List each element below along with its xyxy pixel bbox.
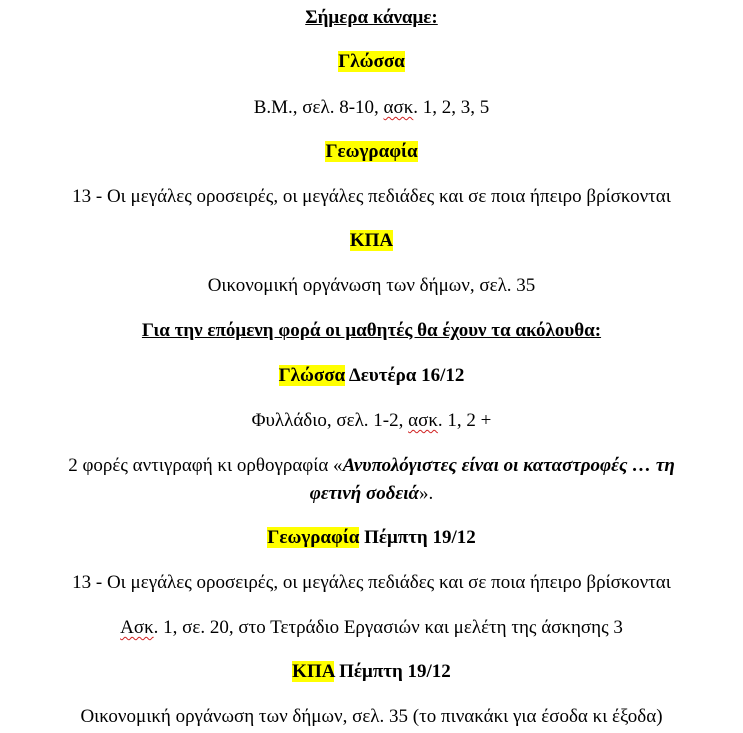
today-glossa-text: Β.Μ., σελ. 8-10, ασκ. 1, 2, 3, 5 (253, 97, 490, 118)
next-geografia-text: 13 - Οι μεγάλες οροσειρές, οι μεγάλες πεδιάδες και σε ποια ήπειρο βρίσκονται (72, 572, 671, 593)
subject-label: ΚΠΑ (292, 661, 335, 682)
subject-label: Γεωγραφία (325, 141, 418, 162)
spellcheck-word: ασκ (383, 97, 414, 118)
today-geografia-title (0, 140, 743, 164)
today-geografia-text: 13 - Οι μεγάλες οροσειρές, οι μεγάλες πεδιάδες και σε ποια ήπειρο βρίσκονται (72, 186, 671, 207)
due-date: Πέμπτη 19/12 (334, 661, 451, 682)
spellcheck-word: Ασκ (120, 617, 154, 638)
subject-label: Γεωγραφία (267, 527, 360, 548)
today-heading: Σήμερα κάναμε: (305, 7, 438, 28)
next-kpa-text: Οικονομική οργάνωση των δήμων, σελ. 35 (το πινακάκι για έσοδα κι έξοδα) (80, 706, 663, 727)
next-kpa-title (0, 660, 743, 684)
next-geografia-title (0, 526, 743, 550)
spellcheck-word: ασκ (408, 410, 438, 431)
today-kpa-title (0, 229, 743, 253)
due-date: Πέμπτη 19/12 (359, 527, 476, 548)
next-glossa-line3: φετινή σοδειά». (309, 483, 434, 504)
today-glossa-title (0, 50, 743, 74)
next-glossa-line1: Φυλλάδιο, σελ. 1-2, ασκ. 1, 2 + (251, 410, 492, 431)
next-glossa-title (0, 364, 743, 388)
next-glossa-line2: 2 φορές αντιγραφή κι ορθογραφία «Ανυπολόγιστες είναι οι καταστροφές … τη (68, 455, 675, 476)
subject-label: Γλώσσα (278, 365, 346, 386)
due-date: Δευτέρα 16/12 (345, 365, 465, 386)
next-heading: Για την επόμενη φορά οι μαθητές θα έχουν τα ακόλουθα: (141, 320, 602, 341)
today-kpa-text: Οικονομική οργάνωση των δήμων, σελ. 35 (207, 275, 536, 296)
subject-label: Γλώσσα (338, 51, 405, 72)
next-geografia-exercise: Ασκ. 1, σε. 20, στο Τετράδιο Εργασιών και μελέτη της άσκησης 3 (120, 617, 623, 638)
subject-label: ΚΠΑ (349, 230, 394, 251)
